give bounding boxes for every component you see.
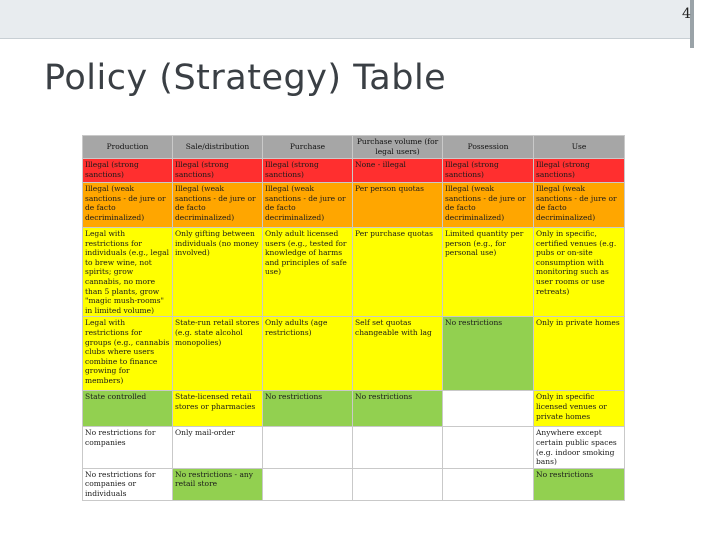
table-cell: Illegal (weak sanctions - de jure or de facto decriminalized) xyxy=(173,183,263,228)
table-cell xyxy=(443,391,534,427)
table-cell: State controlled xyxy=(83,391,173,427)
table-cell: Only adults (age restrictions) xyxy=(263,317,353,391)
header-possession: Possession xyxy=(443,136,534,159)
header-purchase-volume: Purchase volume (for legal users) xyxy=(353,136,443,159)
table-cell xyxy=(353,468,443,500)
table-cell: No restrictions xyxy=(443,317,534,391)
table-row xyxy=(83,159,625,183)
table-cell: No restrictions xyxy=(263,391,353,427)
table-cell: Only gifting between individuals (no money involved) xyxy=(173,228,263,317)
table-cell: State-licensed retail stores or pharmacies xyxy=(173,391,263,427)
table-cell: Only mail-order xyxy=(173,427,263,468)
table-cell xyxy=(443,468,534,500)
table-cell: Self set quotas changeable with lag xyxy=(353,317,443,391)
table-cell: Only in private homes xyxy=(534,317,625,391)
table-cell: Only in specific, certified venues (e.g. pubs or on-site consumption with monitoring such as user rooms or use retreats) xyxy=(534,228,625,317)
top-band xyxy=(0,0,690,38)
table-cell: Illegal (weak sanctions - de jure or de facto decriminalized) xyxy=(534,183,625,228)
table-cell: No restrictions - any retail store xyxy=(173,468,263,500)
page-number: 4 xyxy=(682,6,691,22)
header-use: Use xyxy=(534,136,625,159)
table-cell: Illegal (strong sanctions) xyxy=(263,159,353,183)
table-cell: Illegal (strong sanctions) xyxy=(534,159,625,183)
table-cell: Illegal (strong sanctions) xyxy=(443,159,534,183)
header-row xyxy=(83,136,625,159)
table-cell: Only adult licensed users (e.g., tested for knowledge of harms and principles of safe use) xyxy=(263,228,353,317)
header-purchase: Purchase xyxy=(263,136,353,159)
table-cell: Illegal (weak sanctions - de jure or de facto decriminalized) xyxy=(443,183,534,228)
table-row xyxy=(83,317,625,391)
table-cell: Illegal (strong sanctions) xyxy=(173,159,263,183)
table-cell: No restrictions xyxy=(534,468,625,500)
table-cell: Anywhere except certain public spaces (e.g. indoor smoking bans) xyxy=(534,427,625,468)
table-row xyxy=(83,228,625,317)
table-cell xyxy=(263,468,353,500)
table-cell: Limited quantity per person (e.g., for personal use) xyxy=(443,228,534,317)
table-cell: Illegal (weak sanctions - de jure or de facto decriminalized) xyxy=(83,183,173,228)
header-production: Production xyxy=(83,136,173,159)
table-cell: Only in specific licensed venues or private homes xyxy=(534,391,625,427)
top-bar xyxy=(0,0,720,48)
table-cell: None - illegal xyxy=(353,159,443,183)
table-row xyxy=(83,391,625,427)
table-cell: No restrictions for companies xyxy=(83,427,173,468)
table-cell: Legal with restrictions for groups (e.g., cannabis clubs where users combine to finance growing for members) xyxy=(83,317,173,391)
table-cell: Legal with restrictions for individuals (e.g., legal to brew wine, not spirits; grow cannabis, no more than 5 plants, grow "magic mush-rooms" in limited volume) xyxy=(83,228,173,317)
top-divider xyxy=(0,38,690,39)
table-cell: Illegal (weak sanctions - de jure or de facto decriminalized) xyxy=(263,183,353,228)
table-row xyxy=(83,468,625,500)
table-cell xyxy=(353,427,443,468)
page-title: Policy (Strategy) Table xyxy=(44,58,447,98)
table-cell: Per purchase quotas xyxy=(353,228,443,317)
table-cell xyxy=(443,427,534,468)
table-row xyxy=(83,427,625,468)
header-sale-distribution: Sale/distribution xyxy=(173,136,263,159)
table-cell: Illegal (strong sanctions) xyxy=(83,159,173,183)
table-cell: No restrictions xyxy=(353,391,443,427)
table-cell: No restrictions for companies or individuals xyxy=(83,468,173,500)
policy-table xyxy=(82,135,625,501)
table-cell: State-run retail stores (e.g. state alcohol monopolies) xyxy=(173,317,263,391)
table-cell: Per person quotas xyxy=(353,183,443,228)
table-cell xyxy=(263,427,353,468)
table-row xyxy=(83,183,625,228)
